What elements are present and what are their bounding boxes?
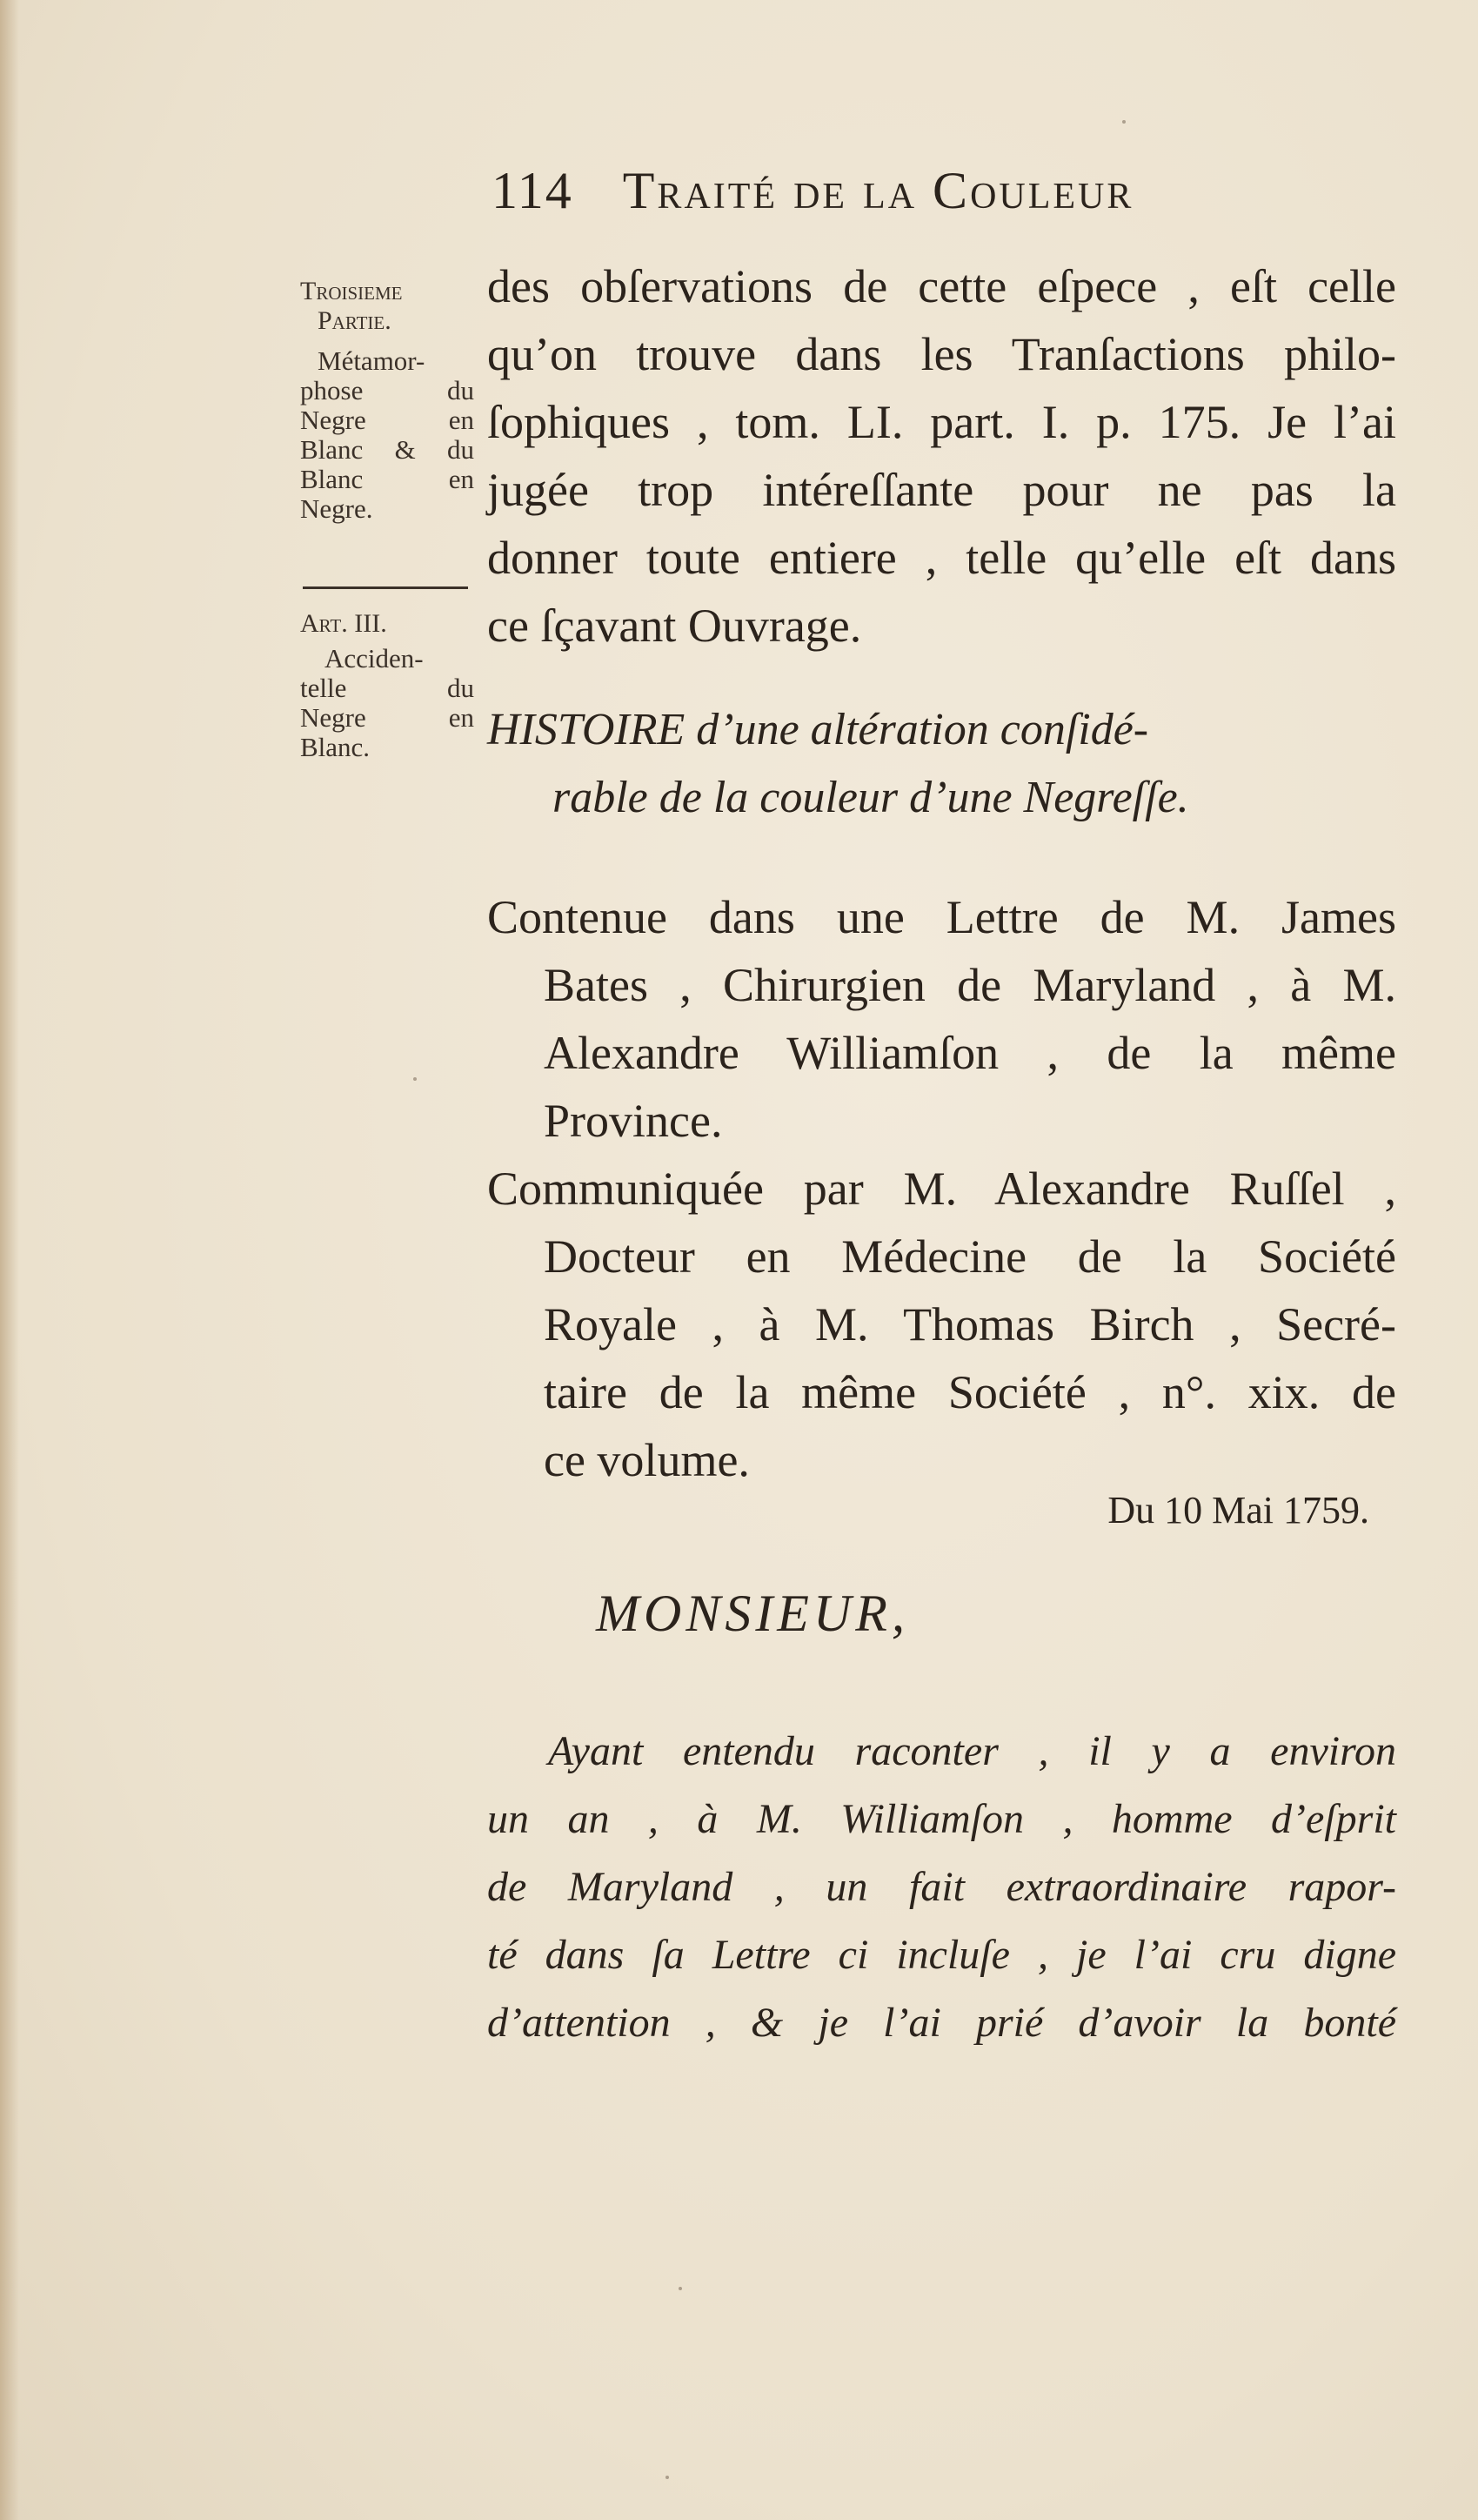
text-line: un an , à M. Williamſon , homme d’eſprit — [487, 1796, 1396, 1842]
page-number: 114 — [492, 162, 573, 219]
text-line: Contenue dans une Lettre de M. James — [487, 891, 1396, 943]
source-paragraph — [487, 1155, 1396, 1494]
text-line: donner toute entiere , telle qu’elle eſt dans — [487, 532, 1396, 584]
margin-topic-line: Métamor- — [318, 345, 425, 376]
histoire-heading — [487, 696, 1396, 832]
text-line: té dans ſa Lettre ci incluſe , je l’ai cru digne — [487, 1932, 1396, 1978]
histoire-title-line: rable de la couleur d’une Negreſſe. — [552, 773, 1189, 822]
running-head — [492, 161, 1344, 221]
margin-section-line: Partie. — [318, 306, 391, 335]
margin-topic-line: telle du — [300, 673, 474, 703]
margin-topic-line: Acciden- — [324, 643, 424, 674]
text-line: ce ſçavant Ouvrage. — [487, 600, 862, 652]
running-title: Traité de la Couleur — [622, 162, 1134, 219]
text-line: taire de la même Société , n°. xix. de — [544, 1366, 1396, 1418]
margin-topic-line: Blanc & du — [300, 434, 474, 465]
margin-note-section — [300, 277, 474, 336]
margin-topic-line: Negre. — [300, 493, 373, 524]
margin-article-label: Art. III. — [300, 609, 387, 638]
text-line: Ayant entendu raconter , il y a environ — [548, 1728, 1396, 1774]
letter-body — [487, 1714, 1396, 2054]
page-gutter — [0, 0, 19, 2520]
text-line: Province. — [544, 1095, 723, 1147]
text-line: ſophiques , tom. LI. part. I. p. 175. Je l’ai — [487, 396, 1396, 448]
margin-topic-line: Blanc. — [300, 732, 371, 762]
text-line: ce volume. — [544, 1434, 750, 1486]
paper-speck — [665, 2476, 669, 2479]
margin-note-topic2 — [300, 644, 474, 762]
text-line: qu’on trouve dans les Tranſactions philo- — [487, 328, 1396, 380]
paper-speck — [413, 1077, 417, 1081]
text-line: de Maryland , un fait extraordinaire rapor- — [487, 1864, 1396, 1910]
margin-note-article — [300, 609, 474, 639]
text-line: jugée trop intéreſſante pour ne pas la — [487, 464, 1396, 516]
histoire-title-line: HISTOIRE d’une altération conſidé- — [487, 705, 1149, 754]
text-line: Communiquée par M. Alexandre Ruſſel , — [487, 1163, 1396, 1215]
margin-section-line: Troisieme — [300, 277, 403, 305]
text-line: Royale , à M. Thomas Birch , Secré- — [544, 1298, 1396, 1350]
text-line: des obſervations de cette eſpece , eſt celle — [487, 260, 1396, 312]
margin-topic-line: Negre en — [300, 702, 474, 733]
intro-paragraph — [487, 252, 1396, 660]
margin-topic-line: Negre en — [300, 405, 474, 435]
text-line: d’attention , & je l’ai prié d’avoir la bonté — [487, 2000, 1396, 2046]
salutation: MONSIEUR, — [596, 1585, 909, 1642]
margin-note-topic — [300, 346, 474, 524]
text-line: Alexandre Williamſon , de la même — [544, 1027, 1396, 1079]
text-line: Docteur en Médecine de la Société — [544, 1230, 1396, 1283]
margin-rule — [303, 586, 468, 589]
text-line: Bates , Chirurgien de Maryland , à M. — [544, 959, 1396, 1011]
paper-speck — [1122, 120, 1126, 124]
margin-topic-line: Blanc en — [300, 464, 474, 494]
paper-speck — [679, 2287, 682, 2290]
letter-date: Du 10 Mai 1759. — [1107, 1489, 1369, 1531]
source-paragraph — [487, 883, 1396, 1155]
margin-topic-line: phose du — [300, 375, 474, 405]
